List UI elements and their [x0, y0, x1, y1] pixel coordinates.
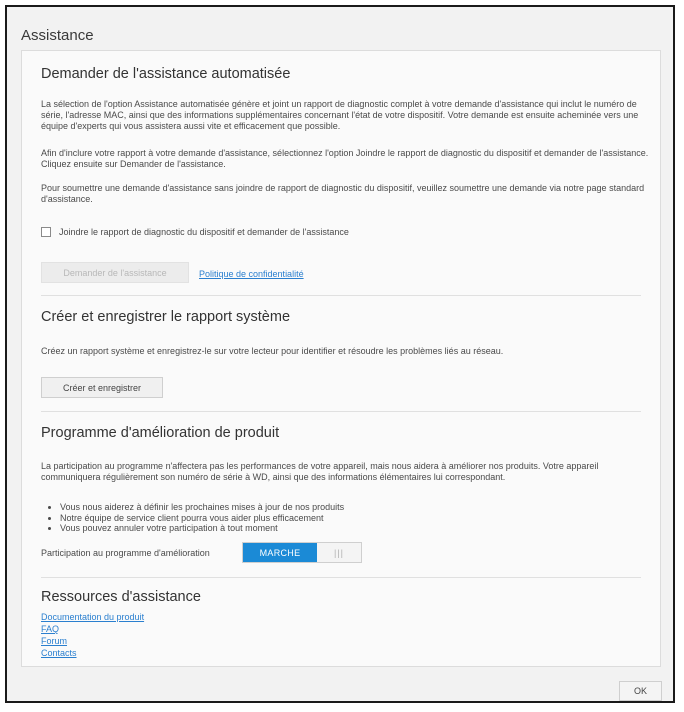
system-report-heading: Créer et enregistrer le rapport système [41, 309, 291, 325]
improvement-benefits-list [50, 502, 344, 534]
content-panel [21, 50, 661, 667]
assistance-dialog [5, 5, 675, 703]
system-report-description: Créez un rapport système et enregistrez-le sur votre lecteur pour identifier et résoudre les problèmes liés au réseau. [41, 346, 504, 356]
resources-links [41, 612, 144, 659]
list-item: • Vous pouvez annuler votre participation à tout moment [60, 523, 344, 534]
improvement-toggle-label: Participation au programme d'amélioration [41, 548, 210, 558]
resources-heading: Ressources d'assistance [41, 589, 201, 605]
list-item: • Notre équipe de service client pourra vous aider plus efficacement [60, 513, 344, 524]
auto-support-para-1: La sélection de l'option Assistance automatisée génère et joint un rapport de diagnostic complet à votre demande d'assistance qui inclut le numéro de série, l'adresse MAC, ainsi que des informations supplémentaires concernant l'état de votre dispositif. Votre demande est ensuite acheminée vers une équipe d'experts qui vous assistera aussi vite et efficacement que possible. [41, 99, 639, 131]
contacts-link[interactable]: Contacts [41, 648, 77, 658]
request-assistance-button[interactable]: Demander de l'assistance [41, 262, 189, 283]
toggle-off-segment[interactable]: ||| [333, 547, 344, 558]
forum-link[interactable]: Forum [41, 636, 68, 646]
attach-diagnostic-checkbox[interactable] [41, 227, 51, 237]
improvement-toggle[interactable] [242, 542, 362, 563]
list-item: • Vous nous aiderez à définir les prochaines mises à jour de nos produits [60, 502, 344, 513]
auto-support-para-3: Pour soumettre une demande d'assistance sans joindre de rapport de diagnostic du dispositif, veuillez soumettre une demande via notre page standard d'assistance. [41, 183, 645, 204]
toggle-on-segment[interactable]: MARCHE [243, 543, 317, 562]
improvement-description: La participation au programme n'affectera pas les performances de votre appareil, mais nous aidera à améliorer nos produits. Votre appareil communiquera régulièrement son numéro de série à WD, ainsi que des informations élémentaires lui correspondant. [41, 461, 599, 482]
attach-diagnostic-option[interactable] [41, 227, 349, 237]
documentation-link[interactable]: Documentation du produit [41, 612, 145, 622]
attach-diagnostic-label: Joindre le rapport de diagnostic du dispositif et demander de l'assistance [59, 227, 349, 237]
privacy-policy-link[interactable]: Politique de confidentialité [199, 269, 304, 279]
ok-button[interactable]: OK [619, 681, 662, 701]
auto-support-heading: Demander de l'assistance automatisée [41, 66, 291, 82]
create-and-save-button[interactable]: Créer et enregistrer [41, 377, 163, 398]
divider [41, 295, 641, 296]
divider [41, 411, 641, 412]
improvement-heading: Programme d'amélioration de produit [41, 425, 280, 441]
auto-support-para-2: Afin d'inclure votre rapport à votre demande d'assistance, sélectionnez l'option Joindre le rapport de diagnostic du dispositif et demander de l'assistance. Cliquez ensuite sur Demander de l'assistance. [41, 148, 649, 169]
dialog-title: Assistance [21, 27, 94, 44]
faq-link[interactable]: FAQ [41, 624, 60, 634]
divider [41, 577, 641, 578]
